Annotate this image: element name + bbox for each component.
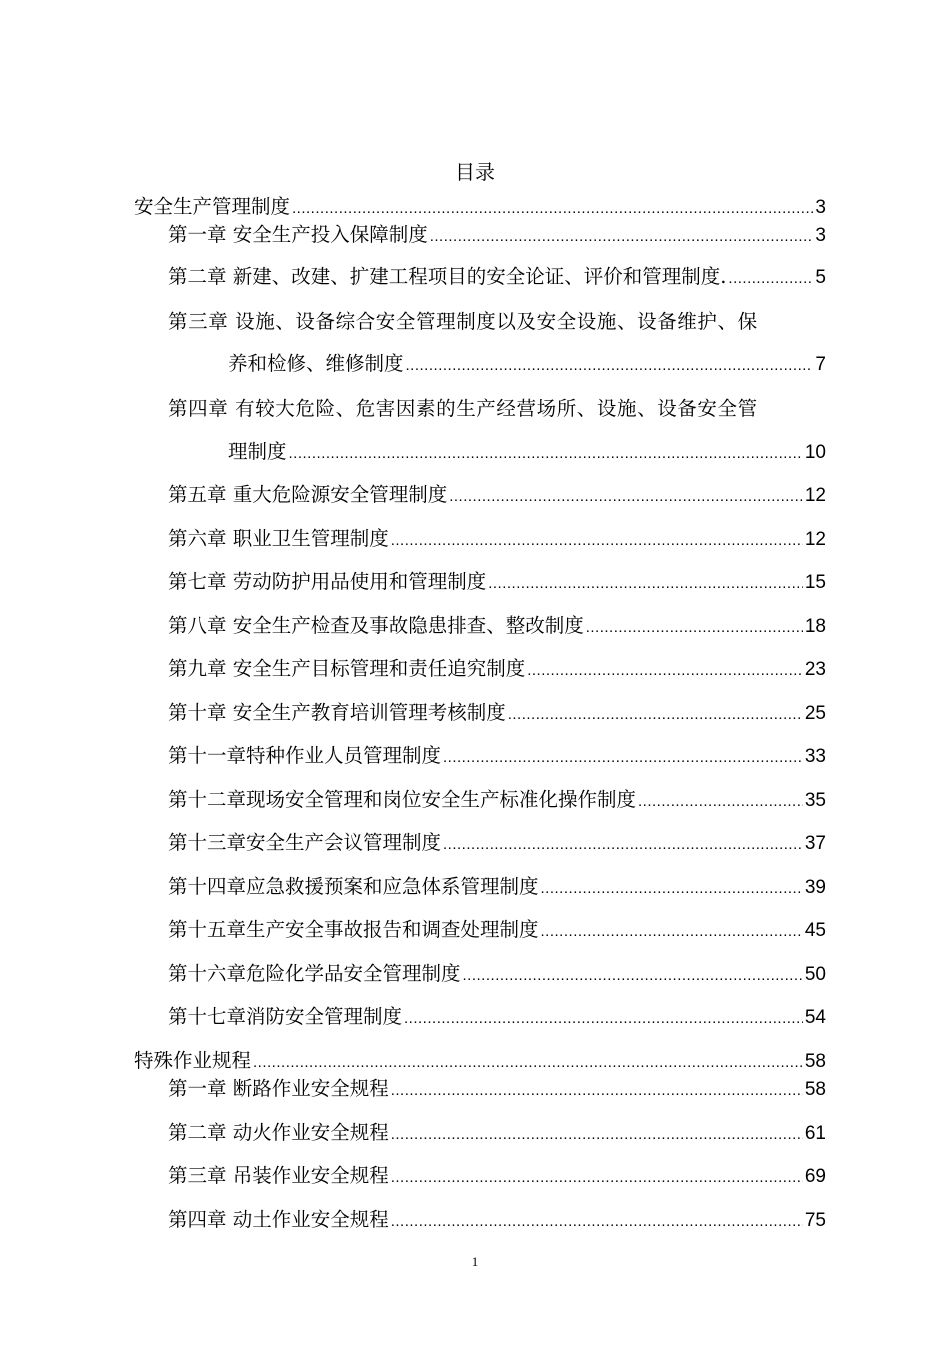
- toc-entry-text: 第二章 新建、改建、扩建工程项目的安全论证、评价和管理制度.: [168, 265, 727, 288]
- toc-entry-text: 第八章 安全生产检查及事故隐患排查、整改制度: [168, 614, 584, 637]
- toc-entry[interactable]: [168, 700, 826, 726]
- toc-entry-page: 15: [804, 572, 826, 593]
- toc-leader-dots: [508, 702, 803, 728]
- toc-entry[interactable]: [168, 917, 826, 943]
- toc-entry-page: 3: [815, 197, 826, 218]
- toc-entry-text: 理制度: [228, 440, 287, 463]
- toc-leader-dots: [449, 484, 803, 510]
- toc-entry-page: 50: [804, 964, 826, 985]
- toc-leader-dots: [404, 1006, 803, 1032]
- toc-entry-text: 第四章 有较大危险、危害因素的生产经营场所、设施、设备安全管: [168, 397, 758, 420]
- toc-entry-text: 第十六章危险化学品安全管理制度: [168, 962, 461, 985]
- toc-entry[interactable]: [168, 1207, 826, 1233]
- toc-entry-text: 第四章 动土作业安全规程: [168, 1208, 389, 1231]
- toc-leader-dots: [391, 1165, 803, 1191]
- toc-entry-line2[interactable]: [228, 351, 826, 377]
- toc-entry-text: 第十一章特种作业人员管理制度: [168, 744, 442, 767]
- toc-leader-dots: [728, 266, 813, 292]
- toc-entry-text: 第九章 安全生产目标管理和责任追究制度: [168, 657, 526, 680]
- toc-entry[interactable]: [168, 830, 826, 856]
- toc-leader-dots: [391, 1209, 803, 1235]
- toc-entry[interactable]: [168, 656, 826, 682]
- toc-entry-text: 第一章 断路作业安全规程: [168, 1077, 389, 1100]
- toc-entry-page: 54: [804, 1007, 826, 1028]
- toc-entry-text: 第三章 设施、设备综合安全管理制度以及安全设施、设备维护、保: [168, 310, 758, 333]
- toc-entry-text: 第五章 重大危险源安全管理制度: [168, 483, 448, 506]
- toc-entry-page: 35: [804, 790, 826, 811]
- toc-entry-text: 第十二章现场安全管理和岗位安全生产标准化操作制度: [168, 788, 637, 811]
- toc-entry[interactable]: [168, 613, 826, 639]
- toc-entry-text: 安全生产管理制度: [134, 195, 291, 218]
- toc-entry[interactable]: [168, 569, 826, 595]
- toc-entry-part-1[interactable]: [134, 194, 826, 220]
- toc-entry-text: 第六章 职业卫生管理制度: [168, 527, 389, 550]
- toc-entry-page: 25: [804, 703, 826, 724]
- toc-entry[interactable]: [168, 526, 826, 552]
- toc-entry-page: 12: [804, 485, 826, 506]
- toc-entry[interactable]: [168, 264, 826, 290]
- toc-entry[interactable]: [168, 874, 826, 900]
- toc-entry-text: 第十章 安全生产教育培训管理考核制度: [168, 701, 506, 724]
- page-number: 1: [471, 1254, 479, 1269]
- toc-entry-page: 7: [815, 354, 826, 375]
- toc-leader-dots: [292, 196, 813, 222]
- toc-entry-page: 18: [804, 616, 826, 637]
- toc-leader-dots: [488, 571, 803, 597]
- toc-entry-page: 37: [804, 833, 826, 854]
- toc-entry-page: 58: [804, 1079, 826, 1100]
- toc-entry[interactable]: [168, 743, 826, 769]
- toc-entry-text: 特殊作业规程: [134, 1049, 252, 1072]
- toc-entry-line2[interactable]: [228, 439, 826, 465]
- toc-entry-page: 39: [804, 877, 826, 898]
- toc-entry-page: 75: [804, 1210, 826, 1231]
- toc-leader-dots: [541, 876, 803, 902]
- toc-leader-dots: [443, 832, 803, 858]
- toc-entry[interactable]: [168, 1120, 826, 1146]
- toc-leader-dots: [527, 658, 803, 684]
- toc-entry-text: 第一章 安全生产投入保障制度: [168, 223, 428, 246]
- toc-leader-dots: [391, 528, 803, 554]
- toc-entry-text: 第三章 吊装作业安全规程: [168, 1164, 389, 1187]
- toc-entry-page: 10: [804, 442, 826, 463]
- toc-leader-dots: [289, 441, 803, 467]
- toc-entry-page: 58: [804, 1051, 826, 1072]
- toc-entry-page: 3: [815, 225, 826, 246]
- toc-entry[interactable]: [168, 222, 826, 248]
- toc-title: 目录: [455, 160, 495, 184]
- toc-entry-text: 第十四章应急救援预案和应急体系管理制度: [168, 875, 539, 898]
- toc-entry-line1[interactable]: [168, 396, 826, 422]
- toc-entry-text: 养和检修、维修制度: [228, 352, 404, 375]
- toc-leader-dots: [443, 745, 803, 771]
- toc-leader-dots: [463, 963, 803, 989]
- toc-entry-page: 12: [804, 529, 826, 550]
- toc-entry-text: 第十七章消防安全管理制度: [168, 1005, 403, 1028]
- toc-entry[interactable]: [168, 1163, 826, 1189]
- toc-entry-page: 61: [804, 1123, 826, 1144]
- toc-entry-text: 第七章 劳动防护用品使用和管理制度: [168, 570, 487, 593]
- toc-leader-dots: [253, 1050, 803, 1076]
- toc-entry[interactable]: [168, 1004, 826, 1030]
- toc-entry-part-2[interactable]: [134, 1048, 826, 1074]
- toc-entry-page: 5: [815, 267, 826, 288]
- toc-entry[interactable]: [168, 482, 826, 508]
- toc-leader-dots: [406, 353, 814, 379]
- toc-entry-text: 第二章 动火作业安全规程: [168, 1121, 389, 1144]
- toc-entry[interactable]: [168, 1076, 826, 1102]
- toc-entry-page: 33: [804, 746, 826, 767]
- toc-entry[interactable]: [168, 961, 826, 987]
- toc-entry-page: 45: [804, 920, 826, 941]
- toc-entry-page: 69: [804, 1166, 826, 1187]
- toc-entry-page: 23: [804, 659, 826, 680]
- toc-entry-text: 第十三章安全生产会议管理制度: [168, 831, 442, 854]
- toc-entry-text: 第十五章生产安全事故报告和调查处理制度: [168, 918, 539, 941]
- toc-leader-dots: [430, 224, 814, 250]
- toc-leader-dots: [541, 919, 803, 945]
- toc-leader-dots: [391, 1078, 803, 1104]
- toc-leader-dots: [638, 789, 803, 815]
- toc-leader-dots: [391, 1122, 803, 1148]
- toc-leader-dots: [586, 615, 803, 641]
- toc-entry[interactable]: [168, 787, 826, 813]
- toc-entry-line1[interactable]: [168, 309, 826, 335]
